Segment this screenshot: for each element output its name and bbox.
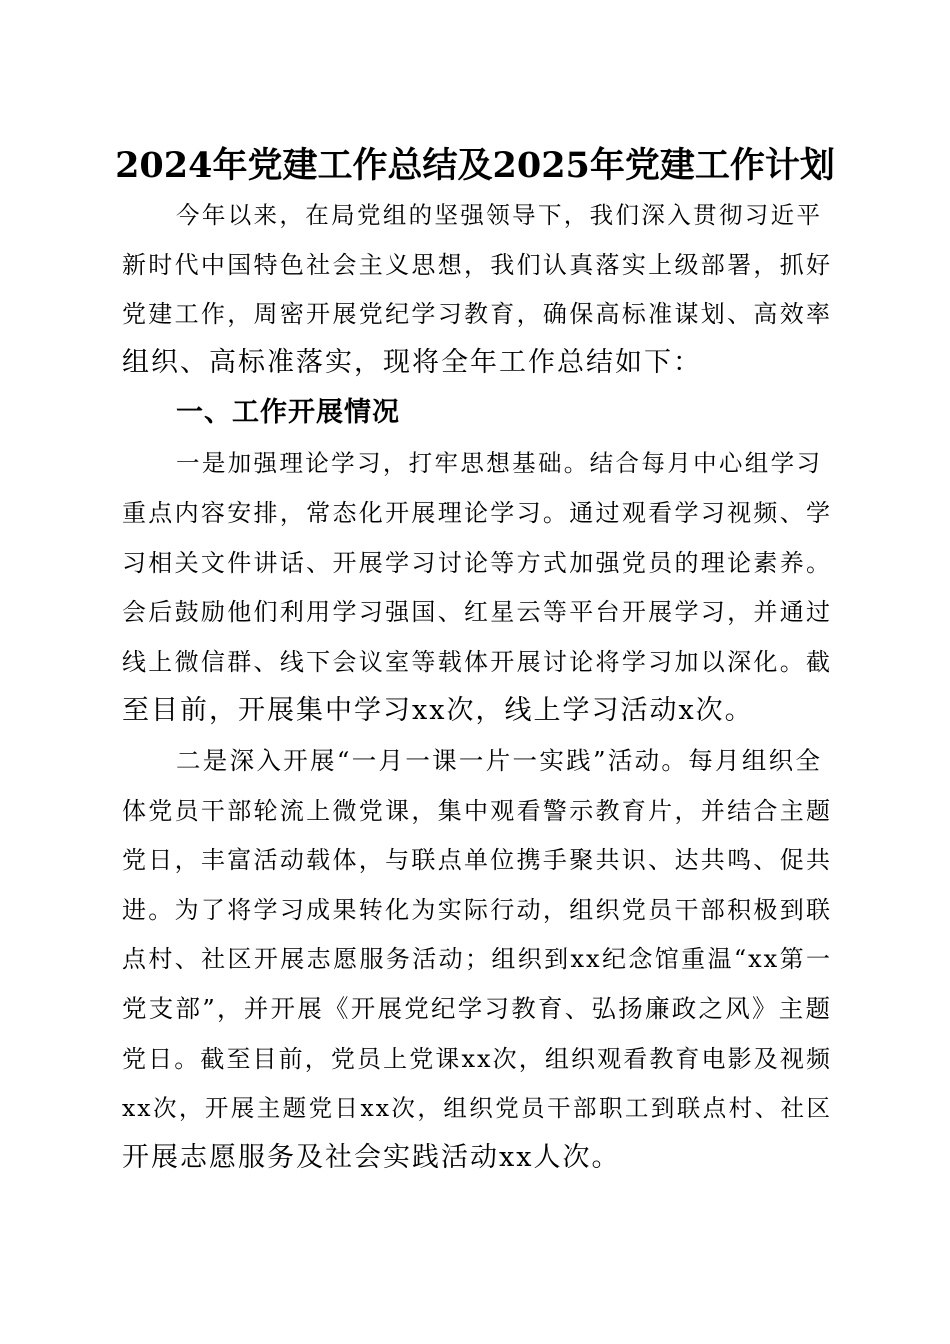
paragraph-line: 开展志愿服务及社会实践活动xx人次。: [122, 1142, 621, 1173]
paragraph-line: 至目前，开展集中学习xx次，线上学习活动x次。: [122, 695, 754, 726]
document-title: 2024年党建工作总结及2025年党建工作计划: [115, 145, 835, 186]
paragraph-line: 重点内容安排，常态化开展理论学习。通过观看学习视频、学: [122, 499, 832, 527]
paragraph-line: 体党员干部轮流上微党课，集中观看警示教育片，并结合主题: [122, 797, 832, 825]
paragraph-line: 党日。截至目前，党员上党课xx次，组织观看教育电影及视频: [122, 1045, 832, 1073]
intro-line: 组织、高标准落实，现将全年工作总结如下：: [122, 347, 702, 378]
intro-line: 党建工作，周密开展党纪学习教育，确保高标准谋划、高效率: [122, 300, 832, 328]
section-heading: 一、工作开展情况: [176, 397, 400, 428]
paragraph-line: 进。为了将学习成果转化为实际行动，组织党员干部积极到联: [122, 896, 832, 924]
paragraph-line: 会后鼓励他们利用学习强国、红星云等平台开展学习，并通过: [122, 598, 832, 626]
paragraph-line: 二是深入开展“一月一课一片一实践”活动。每月组织全: [176, 746, 822, 775]
paragraph-line: 一是加强理论学习，打牢思想基础。结合每月中心组学习: [176, 449, 822, 477]
intro-line: 新时代中国特色社会主义思想，我们认真落实上级部署，抓好: [122, 251, 832, 279]
paragraph-line: 党支部”，并开展《开展党纪学习教育、弘扬廉政之风》主题: [122, 994, 832, 1023]
paragraph-line: 线上微信群、线下会议室等载体开展讨论将学习加以深化。截: [122, 648, 832, 676]
paragraph-line: 党日，丰富活动载体，与联点单位携手聚共识、达共鸣、促共: [122, 846, 832, 874]
paragraph-line: 习相关文件讲话、开展学习讨论等方式加强党员的理论素养。: [122, 549, 832, 577]
paragraph-line: 点村、社区开展志愿服务活动；组织到xx纪念馆重温“xx第一: [122, 945, 832, 973]
intro-line: 今年以来，在局党组的坚强领导下，我们深入贯彻习近平: [176, 201, 822, 229]
paragraph-line: xx次，开展主题党日xx次，组织党员干部职工到联点村、社区: [122, 1094, 832, 1122]
